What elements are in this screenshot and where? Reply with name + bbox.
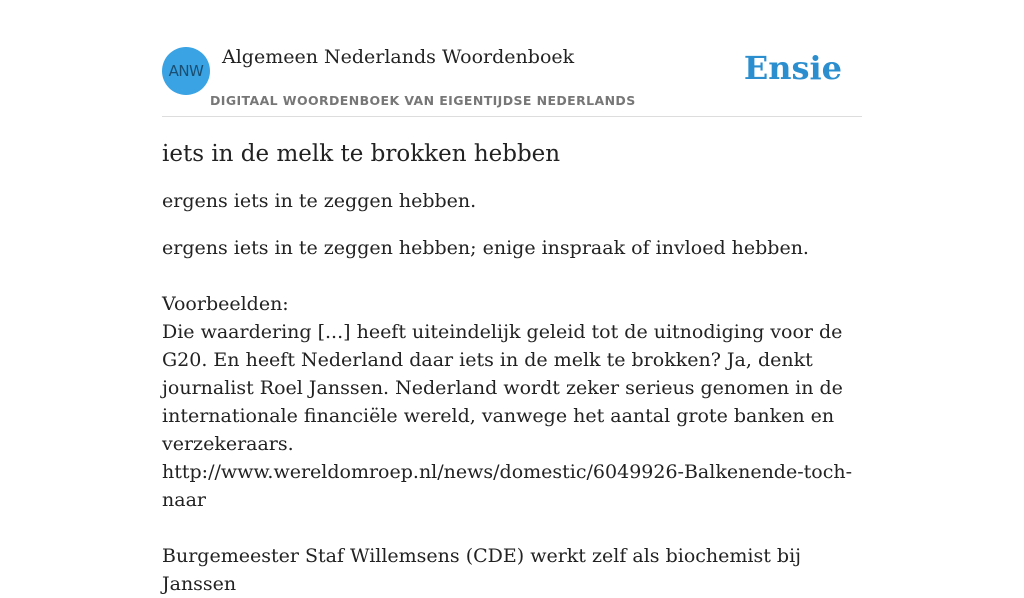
long-definition: ergens iets in te zeggen hebben; enige inspraak of invloed hebben. (162, 237, 809, 259)
site-title[interactable]: Algemeen Nederlands Woordenboek (222, 46, 575, 68)
example-text: Die waardering [...] heeft uiteindelijk geleid tot de uitnodiging voor de G20. En heeft Nederland daar iets in de melk te brokken? Ja, denkt journalist Roel Janssen. Nederland wordt zeker serieus genomen in de internationale financiële wereld, vanwege het aantal grote banken en verzekeraars. (162, 321, 843, 455)
examples-label: Voorbeelden: (162, 293, 289, 315)
example-text: Burgemeester Staf Willemsens (CDE) werkt zelf als biochemist bij Janssen (162, 545, 802, 595)
ensie-brand-logo[interactable]: Ensie (743, 49, 842, 87)
entry-headword: iets in de melk te brokken hebben (162, 141, 561, 167)
short-definition: ergens iets in te zeggen hebben. (162, 190, 477, 212)
site-header (162, 40, 862, 117)
entry-content (162, 138, 862, 598)
anw-logo[interactable]: ANW (162, 47, 210, 95)
site-subtitle: DIGITAAL WOORDENBOEK VAN EIGENTIJDSE NEDERLANDS (210, 93, 636, 108)
example-source-url: http://www.wereldomroep.nl/news/domestic/6049926-Balkenende-toch-naar (162, 461, 853, 511)
